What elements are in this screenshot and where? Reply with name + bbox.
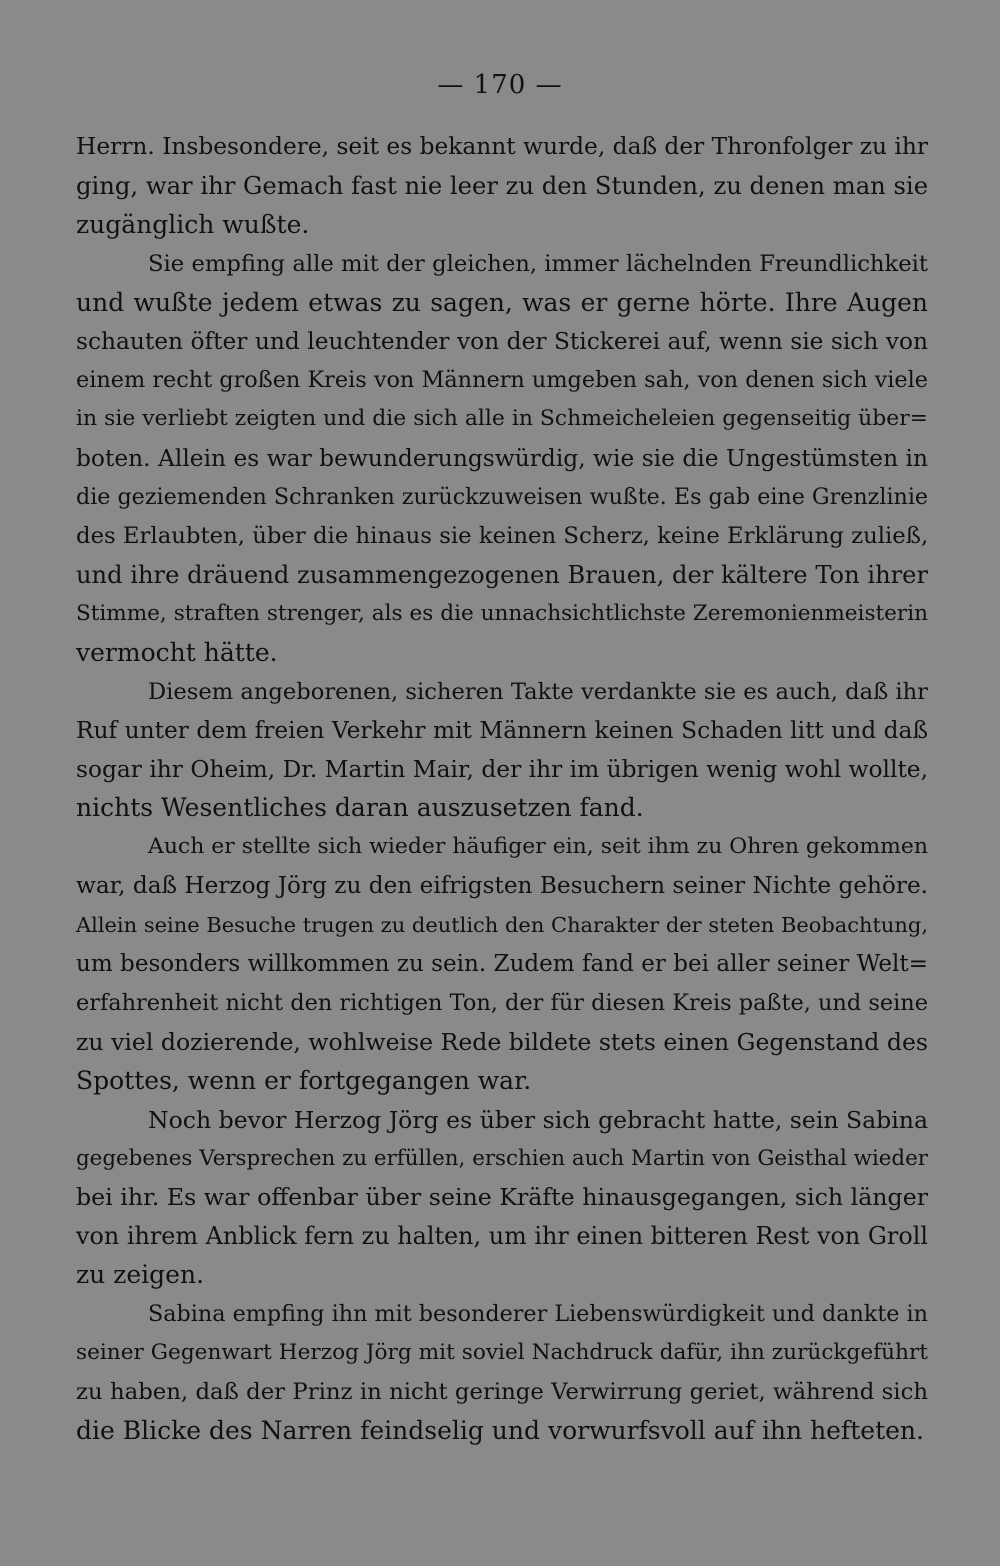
paragraph <box>76 1295 928 1451</box>
text-line: schauten öfter und leuchtender von der Stickerei auf, wenn sie sich von <box>76 327 928 355</box>
page-number: — 170 — <box>437 70 563 100</box>
text-line: boten. Allein es war bewunderungswürdig, wie sie die Ungestümsten in <box>76 444 928 473</box>
paragraph <box>76 828 928 1100</box>
body-text <box>76 128 928 1451</box>
text-line: zu viel dozierende, wohlweise Rede bildete stets einen Gegenstand des <box>76 1027 928 1056</box>
text-line: nichts Wesentliches daran auszusetzen fand. <box>76 793 644 823</box>
text-line: in sie verliebt zeigten und die sich alle in Schmeicheleien gegenseitig über= <box>76 406 928 432</box>
text-line: Diesem angeborenen, sicheren Takte verdankte sie es auch, daß ihr <box>148 678 928 705</box>
text-line: Stimme, straften strenger, als es die unnachsichtlichste Zeremonienmeisterin <box>76 600 928 626</box>
text-line: vermocht hätte. <box>76 637 278 667</box>
text-line: Ruf unter dem freien Verkehr mit Männern keinen Schaden litt und daß <box>76 716 928 744</box>
text-line: und wußte jedem etwas zu sagen, was er gerne hörte. Ihre Augen <box>76 287 928 317</box>
text-line: zu haben, daß der Prinz in nicht geringe Verwirrung geriet, während sich <box>76 1379 928 1405</box>
text-line: Sie empfing alle mit der gleichen, immer lächelnden Freundlichkeit <box>148 250 928 277</box>
text-line: zugänglich wußte. <box>76 209 310 239</box>
text-line: seiner Gegenwart Herzog Jörg mit soviel Nachdruck dafür, ihn zurückgeführt <box>76 1340 928 1366</box>
text-line: gegebenes Versprechen zu erfüllen, erschien auch Martin von Geisthal wieder <box>76 1145 928 1171</box>
text-line: Auch er stellte sich wieder häufiger ein, seit ihm zu Ohren gekommen <box>148 834 928 860</box>
text-line: Allein seine Besuche trugen zu deutlich den Charakter der steten Beobachtung, <box>76 913 928 938</box>
text-line: bei ihr. Es war offenbar über seine Kräfte hinausgegangen, sich länger <box>76 1183 928 1212</box>
text-line: Sabina empfing ihn mit besonderer Liebenswürdigkeit und dankte in <box>148 1301 928 1328</box>
text-line: erfahrenheit nicht den richtigen Ton, der für diesen Kreis paßte, und seine <box>76 989 928 1016</box>
paragraph <box>76 245 928 673</box>
text-line: Spottes, wenn er fortgegangen war. <box>76 1065 532 1095</box>
text-line: war, daß Herzog Jörg zu den eifrigsten Besuchern seiner Nichte gehöre. <box>76 872 929 900</box>
text-line: die Blicke des Narren feindselig und vorwurfsvoll auf ihn hefteten. <box>76 1415 924 1445</box>
paragraph <box>76 673 928 829</box>
paragraph <box>76 128 928 245</box>
text-line: um besonders willkommen zu sein. Zudem fand er bei aller seiner Welt= <box>76 951 928 978</box>
text-line: die geziemenden Schranken zurückzuweisen wußte. Es gab eine Grenzlinie <box>76 484 929 511</box>
text-line: des Erlaubten, über die hinaus sie keinen Scherz, keine Erklärung zuließ, <box>76 523 929 550</box>
text-line: einem recht großen Kreis von Männern umgeben sah, von denen sich viele <box>76 367 928 394</box>
text-line: ging, war ihr Gemach fast nie leer zu den Stunden, zu denen man sie <box>76 170 929 200</box>
text-line: Herrn. Insbesondere, seit es bekannt wurde, daß der Thronfolger zu ihr <box>76 133 928 160</box>
text-line: zu zeigen. <box>76 1260 205 1290</box>
text-line: von ihrem Anblick fern zu halten, um ihr einen bitteren Rest von Groll <box>76 1222 928 1251</box>
text-line: und ihre dräuend zusammengezogenen Brauen, der kältere Ton ihrer <box>76 560 928 589</box>
paragraph <box>76 1101 928 1296</box>
text-line: Noch bevor Herzog Jörg es über sich gebracht hatte, sein Sabina <box>148 1105 928 1134</box>
text-line: sogar ihr Oheim, Dr. Martin Mair, der ihr im übrigen wenig wohl wollte, <box>76 755 928 783</box>
